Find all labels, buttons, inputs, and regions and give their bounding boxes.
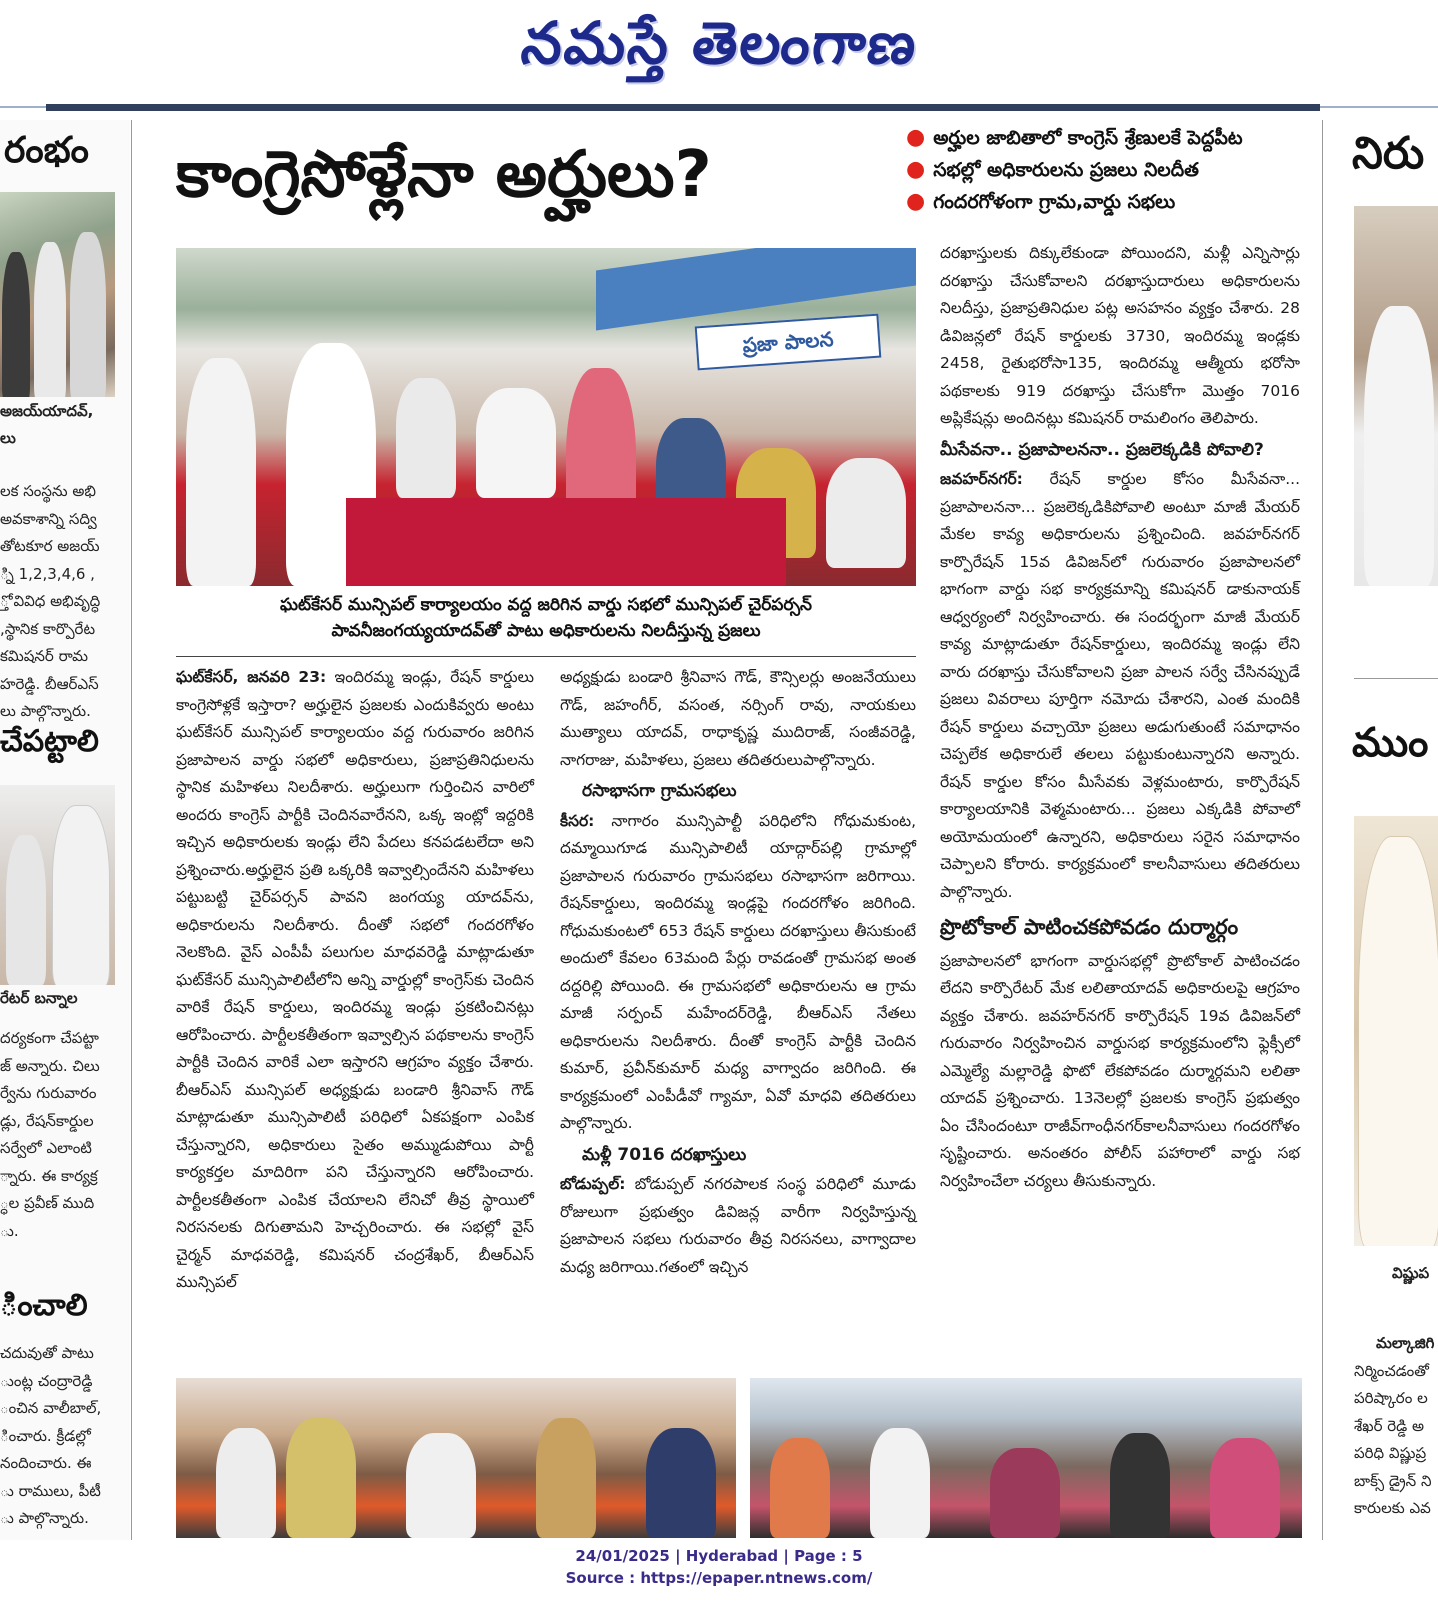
bottom-photo-right (750, 1378, 1302, 1538)
photo-caption: ఘట్‌కేసర్ మున్సిపల్ కార్యాలయం వద్ద జరిగిన వార్డు సభలో మున్సిపల్ చైర్‌పర్సన్ పావనీజంగయ్యయాదవ్‌తో పాటు అధికారులను నిలదీస్తున్న ప్రజలు (280, 595, 812, 641)
footer-source: Source : https://epaper.ntnews.com/ (565, 1569, 873, 1587)
article-column-1 (176, 664, 534, 1297)
right-photo-1 (1354, 206, 1438, 586)
left-photo-1 (0, 192, 115, 397)
masthead-rule (46, 104, 1320, 111)
article-text: బోడుప్పల్ నగరపాలక సంస్థ పరిధిలో మూడు రోజులుగా ప్రభుత్వం డివిజన్ల వారీగా నిర్వహిస్తున్న ప్రజాపాలన సభలు గురువారం తీవ్ర నిరసనలు, వాగ్వాదాల మధ్య జరిగాయి.గతంలో ఇచ్చిన (560, 1175, 916, 1276)
left-sidebar-article (0, 120, 130, 1540)
dateline: కీసర: (560, 811, 595, 830)
subheading: మీసేవనా.. ప్రజాపాలననా.. ప్రజలెక్కడికి పోవాలి? (940, 439, 1264, 460)
subheading: రసాభాసగా గ్రామసభలు (582, 781, 737, 801)
article-text: దరఖాస్తులకు దిక్కులేకుండా పోయిందని, మళ్లీ ఎన్నిసార్లు దరఖాస్తు చేసుకోవాలని దరఖాస్తుదారులు అధికారులను నిలదీస్తు, ప్రజాప్రతినిధుల పట్ల అసహనం వ్యక్తం చేశారు. 28 డివిజన్లలో రేషన్ కార్డులకు 3730, ఇందిరమ్మ ఇండ్లకు 2458, రైతుభరోసా135, ఇందిరమ్మ ఆత్మీయ భరోసా పథకాలకు 919 దరఖాస్తు చేసుకోగా మొత్తం 7016 అప్లికేషన్లు అందినట్లు కమిషనర్ రామలింగం తెలిపారు. (940, 244, 1300, 427)
right-sidebar-article (1340, 120, 1438, 1540)
bullet-item: ● సభల్లో అధికారులను ప్రజలు నిలదీత (906, 157, 1199, 182)
dateline: ఘట్‌కేసర్, జనవరి 23: (176, 668, 327, 686)
newspaper-logo: నమస్తే తెలంగాణ (518, 8, 922, 77)
right-caption: విష్ణుప (1392, 1264, 1430, 1282)
column-divider-left (131, 120, 132, 1540)
left-headline-3: ించాలి (0, 1288, 88, 1323)
article-column-2 (560, 664, 916, 1281)
photo-banner: ప్రజా పాలన (695, 314, 882, 371)
dateline: బోడుప్పల్: (560, 1175, 626, 1193)
bottom-photo-left (176, 1378, 736, 1538)
dateline: జవహర్‌నగర్: (940, 470, 1023, 488)
left-caption-2: రేటర్ బన్నాల (0, 989, 78, 1007)
right-headline-2: ముం (1352, 720, 1429, 766)
article-column-3 (940, 240, 1300, 1195)
left-text-2: దర్యకంగా చేపట్టా జ్ అన్నారు. చిలు ర్వేను గురువారం డ్లు, రేషన్‌కార్డుల సర్వేలో ఎలాంటి ్నారు. ఈ కార్యక్ర ్ధల ప్రవీణ్ ముది ు. (0, 1029, 100, 1240)
left-text-1: లక సంస్థను అభి అవకాశాన్ని సద్వి తోటకూర అజయ్ ్ని 1,2,3,4,6 , ్తో వివిధ అభివృద్ధి ,స్థానిక కార్పొరేట కమిషనర్ రామ హరెడ్డి. బీఆర్‌ఎస్ లు పాల్గొన్నారు. (0, 482, 101, 720)
bullet-item: ● అర్హుల జాబితాలో కాంగ్రెస్ శ్రేణులకే పెద్దపీట (906, 125, 1243, 150)
right-photo-2 (1354, 816, 1438, 1246)
left-headline-1: రంభం (4, 130, 89, 171)
caption-rule (176, 656, 916, 657)
right-text: మల్కాజిగి నిర్మించడంతో పరిష్కారం ల శేఖర్ రెడ్డి అ పరిధి విష్ణుప్ర బాక్స్ డ్రైన్ ని కారులకు ఎవ (1354, 1334, 1435, 1517)
page-footer (0, 1545, 1438, 1589)
footer-date-edition: 24/01/2025 | Hyderabad | Page : 5 (575, 1547, 863, 1565)
left-headline-2: చేపట్టాలి (0, 724, 99, 759)
main-photo (176, 248, 916, 586)
right-headline-1: నిరు (1352, 128, 1425, 179)
masthead (0, 0, 1438, 100)
article-text: అధ్యక్షుడు బండారి శ్రీనివాస గౌడ్, కౌన్సిలర్లు అంజనేయులు గౌడ్, జహంగీర్, వసంత, నర్సింగ్ రావు, నాయకులు ముత్యాలు యాదవ్, రాధాకృష్ణ ముదిరాజ్, సంజీవరెడ్డి, నాగరాజు, మహిళలు, ప్రజలు తదితరులుపాల్గొన్నారు. (560, 668, 916, 769)
article-text: ప్రజాపాలనలో భాగంగా వార్డుసభల్లో ప్రొటోకాల్ పాటించడం లేదని కార్పొరేటర్ మేక లలితాయాదవ్ అధికారులపై ఆగ్రహం వ్యక్తం చేశారు. జవహర్‌నగర్ కార్పొరేషన్ 19వ డివిజన్‌లో గురువారం నిర్వహించిన వార్డుసభ కార్యక్రమంలోని ఫ్లెక్సీలో ఎమ్మెల్యే మల్లారెడ్డి ఫొటో లేకపోవడం దుర్మార్గమని లలితా యాదవ్ ప్రశ్నించారు. 13నెలల్లో ప్రజలకు కాంగ్రెస్ ప్రభుత్వం ఏం చేసిందంటూ రాజీవ్‌గాంధీనగర్‌కాలనీవాసులు గందరగోళం సృష్టించారు. అనంతరం పోలీస్ పహారాలో వార్డు సభ నిర్వహించేలా చర్యలు తీసుకున్నారు. (940, 951, 1300, 1190)
article-text: ఇందిరమ్మ ఇండ్లు, రేషన్ కార్డులు కాంగ్రెసోళ్లకే ఇస్తారా? అర్హులైన ప్రజలకు ఎందుకివ్వరు అంటు ఘట్‌కేసర్ మున్సిపల్ కార్యాలయం వద్ద గురువారం జరిగిన ప్రజాపాలన వార్డు సభలో అధికారులు, ప్రజాప్రతినిధులను స్థానిక మహిళలు నిలదీశారు. అర్హులుగా గుర్తించిన వారిలో అందరు కాంగ్రెస్ పార్టీకి చెందినవారేనని, ఒక్క ఇంట్లో ఇద్దరికి ఇచ్చిన అధికారులకు ఇండ్లు లేని పేదలు కనపడటలేదా అని ప్రశ్నించారు.అర్హులైన ప్రతి ఒక్కరికి ఇవ్వాల్సిందేనని మహిళలు పట్టుబట్టి చైర్‌పర్సన్ పావని జంగయ్య యాదవ్‌ను, అధికారులను నిలదీశారు. దీంతో సభలో గందరగోళం నెలకొంది. వైస్ ఎంపీపీ పలుగుల మాధవరెడ్డి మాట్లాడుతూ ఘట్‌కేసర్ మున్సిపాలిటీలోని అన్ని వార్డుల్లో కాంగ్రెస్‌కు చెందిన వారికే రేషన్ కార్డులు, ఇందిరమ్మ ఇండ్లు ప్రకటించినట్లు ఆరోపించారు. పార్టీలకతీతంగా ఇవ్వాల్సిన పథకాలను కాంగ్రెస్ పార్టీకి చెందిన వారికే ఎలా ఇస్తారని ఆగ్రహం వ్యక్తం చేశారు. బీఆర్‌ఎస్ మున్సిపల్ అధ్యక్షుడు బండారి శ్రీనివాస్ గౌడ్ మాట్లాడుతూ మున్సిపాలిటీ పరిధిలో ఏకపక్షంగా ఎంపిక చేస్తున్నారని, అధికారులు సైతం అమ్ముడుపోయి పార్టీ కార్యకర్తల మాదిరిగా పని చేస్తున్నారని ఆరోపించారు. పార్టీలకతీతంగా ఎంపిక చేయాలని లేనిచో తీవ్ర స్థాయిలో నిరసనలకు దిగుతామని హెచ్చరించారు. ఈ సభల్లో వైస్ చైర్మన్ మాధవరెడ్డి, కమిషనర్ చంద్రశేఖర్, బీఆర్‌ఎస్ మున్సిపల్ (176, 668, 534, 1291)
bullet-item: ● గందరగోళంగా గ్రామ,వార్డు సభలు (906, 189, 1176, 214)
subheading: మళ్లీ 7016 దరఖాస్తులు (582, 1144, 747, 1165)
column-divider-right (1322, 120, 1323, 1540)
main-headline: కాంగ్రెసోళ్లేనా అర్హులు? (176, 138, 712, 212)
masthead-rule-left (0, 106, 46, 108)
article-text: నాగారం మున్సిపాల్టీ పరిధిలోని గోధుమకుంట, దమ్మాయిగూడ మున్సిపాలిటీ యాద్గార్‌పల్లి గ్రామాల్లో ప్రజాపాలన గురువారం గ్రామసభలు రసాభాసగా జరిగాయి. రేషన్‌కార్డులు, ఇందిరమ్మ ఇండ్లపై గందరగోళం జరిగింది. గోధుమకుంటలో 653 రేషన్ కార్డులు దరఖాస్తులు తీసుకుంటే అందులో కేవలం 63మంది పేర్లు రావడంతో గ్రామసభ అంత దద్దరిల్లి పోయింది. ఈ గ్రామసభలో అధికారులను ఆ గ్రామ మాజీ సర్పంచ్ మహేందర్‌రెడ్డి, బీఆర్‌ఎస్ నేతలు అధికారులను నిలదీశారు. దీంతో కాంగ్రెస్ పార్టీకి చెందిన కుమార్, ప్రవీన్‌కుమార్ మధ్య వాగ్వాదం జరిగింది. ఈ కార్యక్రమంలో ఎంపీడీవో గ్యామా, ఏవో మాధవి తదితరులు పాల్గొన్నారు. (560, 811, 916, 1132)
left-photo-2 (0, 785, 115, 985)
left-caption-1b: లు (0, 429, 16, 447)
subheading: ప్రొటోకాల్ పాటించకపోవడం దుర్మార్గం (940, 915, 1239, 939)
article-text: రేషన్ కార్డుల కోసం మీసేవనా... ప్రజాపాలననా... ప్రజలెక్కడికిపోవాలి అంటూ మాజీ మేయర్ మేకల కావ్య అధికారులను ప్రశ్నించింది. జవహర్‌నగర్ కార్పొరేషన్ 15వ డివిజన్‌లో గురువారం ప్రజాపాలనలో భాగంగా వార్డు సభ కార్యక్రమాన్ని కమిషనర్ డాకునాయక్ ఆధ్వర్యంలో నిర్వహించారు. ఈ సందర్భంగా మాజీ మేయర్ కావ్య మాట్లాడుతూ రేషన్‌కార్డులు, ఇందిరమ్మ ఇండ్లు లేని వారు దరఖాస్తు చేసుకోవాలని ప్రజా పాలన సర్వే చేసినప్పుడే ప్రజలు వివరాలు పూర్తిగా నమోదు చేశారని, ఎంత మందికి రేషన్ కార్డులు వచ్చాయో ప్రజలు అడుగుతుంటే సమాధానం చెప్పలేక అధికారులే తలలు పట్టుకుంటున్నారని అన్నారు. రేషన్ కార్డుల కోసం మీసేవకు వెళ్లమంటారు, కార్పొరేషన్ కార్యాలయానికి వెళ్మమంటారు... ప్రజలు ఎక్కడికి పోవాలో అయోమయంలో ఉన్నారని, అధికారులు సరైన సమాధానం చెప్పాలని కోరారు. కార్యక్రమంలో కాలనీవాసులు తదితరులు పాల్గొన్నారు. (940, 470, 1300, 901)
headline-bullets (906, 122, 1306, 218)
left-caption-1: అజయ్‌యాదవ్, (0, 402, 94, 420)
masthead-rule-right (1320, 106, 1438, 108)
left-text-3: చదువుతో పాటు ుంట్ల చంద్రారెడ్డి ంచిన వాలీబాల్, ించారు. క్రీడల్లో నందించారు. ఈ ు రాములు, పీటీ ు పాల్గొన్నారు. (0, 1344, 102, 1527)
